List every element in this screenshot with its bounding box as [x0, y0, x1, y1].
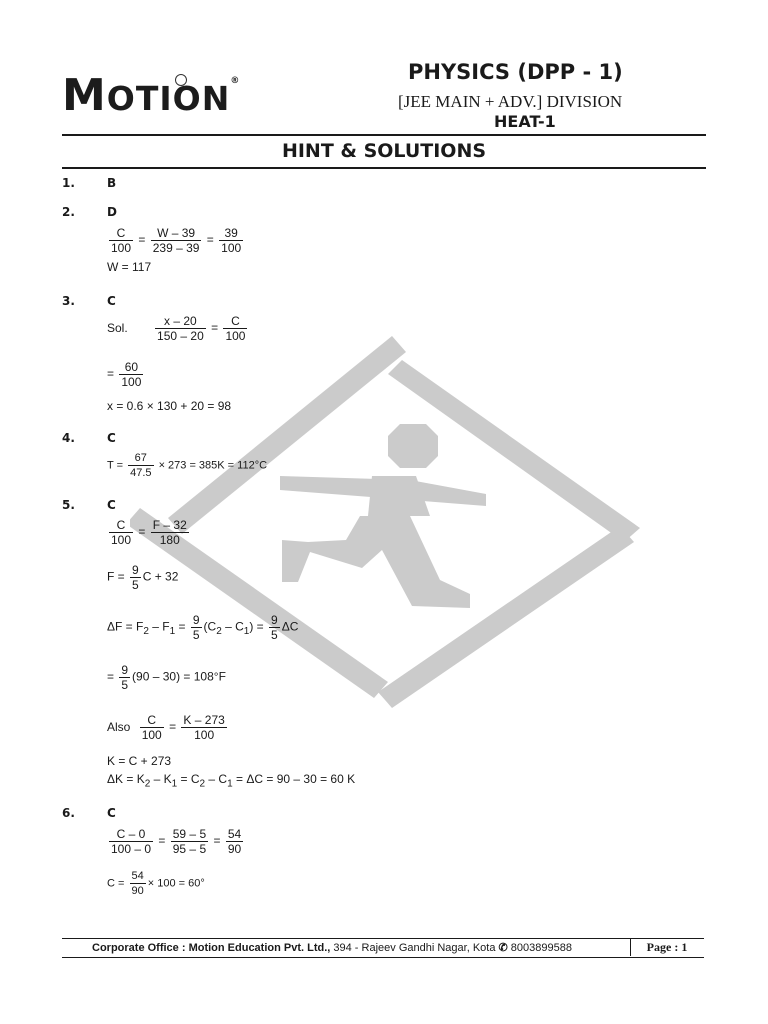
phone-icon: ✆ — [498, 942, 508, 954]
answer-option: B — [107, 176, 117, 190]
header-divider — [62, 134, 706, 136]
solution-result: W = 117 — [107, 260, 152, 274]
question-number: 1. — [62, 176, 75, 190]
answer-option: C — [107, 431, 116, 445]
solution-equation: Also $\frac{C}{100}$ = $\frac{K - 273}{100}$ — [107, 713, 225, 742]
question-number: 5. — [62, 498, 75, 512]
solution-equation: $\frac{C}{100}$ = $\frac{W - 39}{239 - 39}$ = $\frac{39}{100}$ — [111, 226, 242, 255]
solution-result: C = $\frac{54}{90}$ × 100 = 60° — [107, 870, 205, 897]
question-number: 2. — [62, 205, 75, 219]
page-number: Page : 1 — [630, 938, 703, 956]
watermark-logo — [130, 330, 650, 710]
question-number: 4. — [62, 431, 75, 445]
answer-option: D — [107, 205, 117, 219]
solution-equation: $\Delta F = F_2 - F_1$ = $\frac{9}{5}$ $(C_2 - C_1)$ = $\frac{9}{5}$ ΔC — [107, 613, 299, 642]
section-divider — [62, 167, 706, 169]
question-number: 6. — [62, 806, 75, 820]
solution-equation: F = $\frac{9}{5}$ C + 32 — [107, 563, 179, 592]
solution-result: x = 0.6 × 130 + 20 = 98 — [107, 399, 232, 413]
answer-option: C — [107, 498, 116, 512]
footer-address: Corporate Office : Motion Education Pvt. Ltd., 394 - Rajeev Gandhi Nagar, Kota ✆ 8003899588 — [92, 942, 572, 954]
section-title: HINT & SOLUTIONS — [281, 140, 487, 162]
solution-equation: = $\frac{60}{100}$ — [107, 360, 142, 389]
solution-result: $\Delta K = K_2 - K_1 = C_2 - C_1 = \Delta C = 90 - 30 = 60$ K — [107, 772, 356, 790]
logo-mark-icon — [175, 74, 187, 86]
topic-title: HEAT-1 — [494, 112, 556, 131]
solution-equation: = $\frac{9}{5}$ (90 – 30) = 108°F — [107, 663, 226, 692]
solution-equation: $\frac{C - 0}{100 - 0}$ = $\frac{59 - 5}{95 - 5}$ = $\frac{54}{90}$ — [111, 827, 242, 856]
solution-equation: K = C + 273 — [107, 754, 172, 768]
question-number: 3. — [62, 294, 75, 308]
answer-option: C — [107, 806, 116, 820]
solution-equation: Sol. $\frac{x - 20}{150 - 20}$ = $\frac{C}{100}$ — [107, 314, 246, 343]
solution-equation: $\frac{C}{100}$ = $\frac{F - 32}{180}$ — [111, 518, 187, 547]
solution-equation: T = $\frac{67}{47.5}$ × 273 = 385K = 112°C — [107, 452, 268, 479]
division-subtitle: [JEE MAIN + ADV.] DIVISION — [398, 92, 623, 111]
answer-option: C — [107, 294, 116, 308]
page-title: PHYSICS (DPP - 1) — [408, 60, 623, 84]
motion-logo: MOTION® — [62, 70, 241, 121]
